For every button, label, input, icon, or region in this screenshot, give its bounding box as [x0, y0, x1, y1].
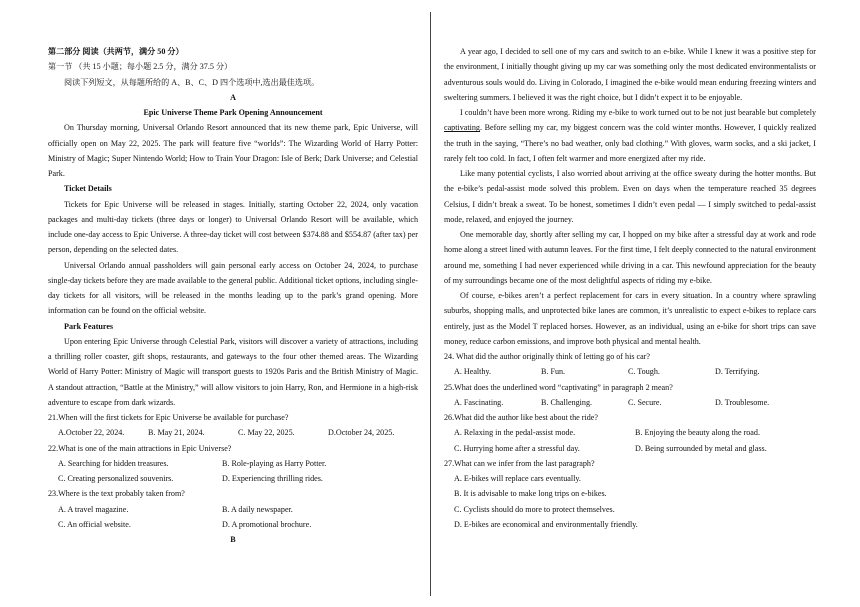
section-subtitle: 第一节 （共 15 小题；每小题 2.5 分，满分 37.5 分） — [48, 62, 233, 72]
passage-a-paragraph: Upon entering Epic Universe through Celestial Park, visitors will discover a variety of attractions, including a thrilling roller coaster, gift shops, restaurants, and gateways to the four other themed areas. The Wizarding World of Harry Potter: Ministry of Magic will transport guests to 1920s Paris and the British Ministry of Magic. A standout attraction, “Battle at the Ministry,” will allow visitors to join Harry, Ron, and Hermione in a high-risk adventure to escape from dark wizards. — [48, 336, 418, 407]
option-a[interactable]: A. E-bikes will replace cars eventually. — [454, 474, 581, 483]
question-27: 27.What can we infer from the last paragraph? — [444, 458, 595, 468]
question-25: 25.What does the underlined word “captivating” in paragraph 2 mean? — [444, 382, 673, 392]
question-23-options — [48, 517, 418, 532]
question-26: 26.What did the author like best about the ride? — [444, 413, 598, 422]
option-d[interactable]: D. A promotional brochure. — [222, 519, 312, 529]
option-c[interactable]: C. Creating personalized souvenirs. — [58, 474, 174, 483]
column-divider — [430, 12, 431, 596]
left-column — [48, 44, 418, 547]
underlined-word: captivating — [444, 123, 480, 133]
passage-a-paragraph: Tickets for Epic Universe will be released in stages. Initially, starting October 22, 2024, only vacation packages and multi-day tickets (three days or longer) to Universal Orlando Resort will be available, which include one-day access to Epic Universe. A three-day ticket will cost between $374.88 and $554.87 (after tax) per person, depending on the selected dates. — [48, 199, 418, 255]
question-26-options — [444, 441, 816, 456]
passage-b-paragraph: Of course, e-bikes aren’t a perfect replacement for cars in every situation. In a country where sprawling suburbs, shopping malls, and unprotected bike lanes are common, it’s unrealistic to expect e-bikes to replace cars entirely, just as the Model T replaced horses. However, as an individual, using an e-bike for short trips can save money, reduce carbon emissions, and improve both physical and mental health. — [444, 291, 816, 346]
question-22-options — [48, 471, 418, 486]
passage-b-paragraph: One memorable day, shortly after selling my car, I hopped on my bike after a stressful day at work and rode home along a street lined with autumn leaves. For the first time, I felt deeply connected to the natural environment around me, something I had never experienced while driving in a car. This newfound appreciation for the beauty of my surroundings became one of the most delightful aspects of riding my e-bike. — [444, 230, 816, 285]
paragraph-text: I couldn’t have been more wrong. Riding my e-bike to work turned out to be not just bearable but completely — [460, 108, 816, 117]
question-21: 21.When will the first tickets for Epic Universe be available for purchase? — [48, 413, 289, 422]
right-column — [444, 44, 816, 532]
option-b[interactable]: B. It is advisable to make long trips on e-bikes. — [454, 489, 607, 499]
option-b[interactable]: B. Fun. — [541, 367, 566, 377]
passage-b-label: B — [230, 535, 236, 544]
option-a[interactable]: A. Fascinating. — [454, 397, 504, 407]
passage-b-paragraph: A year ago, I decided to sell one of my cars and switch to an e-bike. While I knew it was a positive step for the environment, I initially thought giving up my car was something only the most dedicated environmentalists or adventurous souls would do. Living in Colorado, I imagined the e-bike would mean enduring freezing winters and sweltering summers. I believed it was the right choice, but I didn’t expect it to be enjoyable. — [444, 47, 816, 102]
option-b[interactable]: B. Challenging. — [541, 397, 593, 407]
option-c[interactable]: C. Tough. — [628, 367, 660, 377]
option-b[interactable]: B. Role-playing as Harry Potter. — [222, 458, 327, 468]
option-c[interactable]: C. Cyclists should do more to protect themselves. — [454, 504, 615, 514]
option-a[interactable]: A. Searching for hidden treasures. — [58, 458, 169, 468]
question-23-options — [48, 502, 418, 517]
passage-b-paragraph — [444, 105, 816, 166]
option-c[interactable]: C. Hurrying home after a stressful day. — [454, 443, 580, 453]
option-b[interactable]: B. Enjoying the beauty along the road. — [635, 428, 760, 438]
option-d[interactable]: D. Experiencing thrilling rides. — [222, 474, 323, 483]
question-23: 23.Where is the text probably taken from? — [48, 489, 185, 499]
ticket-details-heading: Ticket Details — [64, 184, 112, 194]
option-a[interactable]: A. A travel magazine. — [58, 504, 129, 514]
question-26-options — [444, 425, 816, 440]
option-c[interactable]: C. An official website. — [58, 519, 131, 529]
option-d[interactable]: D. E-bikes are economical and environmentally friendly. — [454, 519, 638, 529]
paragraph-text: . Before selling my car, my biggest concern was the cold winter months. However, I quickly realized the truth in the saying, “There’s no bad weather, only bad clothing.” With gloves, warm socks, and a ski jacket, I rarely felt too cold. In fact, I often felt warmer and more energized after my ride. — [444, 123, 816, 163]
question-24: 24. What did the author originally think of letting go of his car? — [444, 352, 650, 361]
instruction-text: 阅读下列短文，从每题所给的 A、B、C、D 四个选项中,选出最佳选项。 — [64, 77, 320, 87]
option-b[interactable]: B. May 21, 2024. — [148, 428, 205, 438]
section-title: 第二部分 阅读（共两节，满分 50 分） — [48, 47, 184, 56]
option-d[interactable]: D. Being surrounded by metal and glass. — [635, 443, 767, 453]
question-21-options — [48, 425, 418, 440]
passage-a-label: A — [230, 92, 236, 102]
option-a[interactable]: A.October 22, 2024. — [58, 428, 125, 438]
option-a[interactable]: A. Healthy. — [454, 367, 492, 377]
option-b[interactable]: B. A daily newspaper. — [222, 504, 293, 514]
park-features-heading: Park Features — [64, 321, 114, 331]
question-22: 22.What is one of the main attractions in Epic Universe? — [48, 443, 232, 453]
option-d[interactable]: D.October 24, 2025. — [328, 428, 395, 438]
passage-a-paragraph: On Thursday morning, Universal Orlando Resort announced that its new theme park, Epic Universe, will officially open on May 22, 2025. The park will feature five “worlds”: The Wizarding World of Harry Potter: Ministry of Magic; Super Nintendo World; How to Train Your Dragon: Isle of Berk; Dark Universe; and Celestial Park. — [48, 123, 418, 178]
passage-b-paragraph: Like many potential cyclists, I also worried about arriving at the office sweaty during the hotter months. But the e-bike’s pedal-assist mode solved this problem. Even on days when the temperature reached 35 degrees Celsius, I didn’t break a sweat. To be honest, sometimes I didn’t even pedal — I simply switched to pedal-assist mode, relaxed, and enjoyed the journey. — [444, 169, 816, 224]
question-22-options — [48, 456, 418, 471]
option-a[interactable]: A. Relaxing in the pedal-assist mode. — [454, 428, 576, 438]
question-24-options — [444, 364, 816, 379]
option-d[interactable]: D. Troublesome. — [715, 397, 770, 407]
option-d[interactable]: D. Terrifying. — [715, 367, 760, 377]
passage-a-paragraph: Universal Orlando annual passholders will gain personal early access on October 24, 2024, to purchase single-day tickets before they are made available to the general public. Additional ticket options, including single-day tickets for all visitors, will be released in the months leading up to the park’s grand opening. More information can be found on the official website. — [48, 260, 418, 316]
passage-a-title: Epic Universe Theme Park Opening Announcement — [143, 108, 323, 117]
option-c[interactable]: C. Secure. — [628, 397, 662, 407]
question-25-options — [444, 395, 816, 410]
option-c[interactable]: C. May 22, 2025. — [238, 428, 295, 438]
